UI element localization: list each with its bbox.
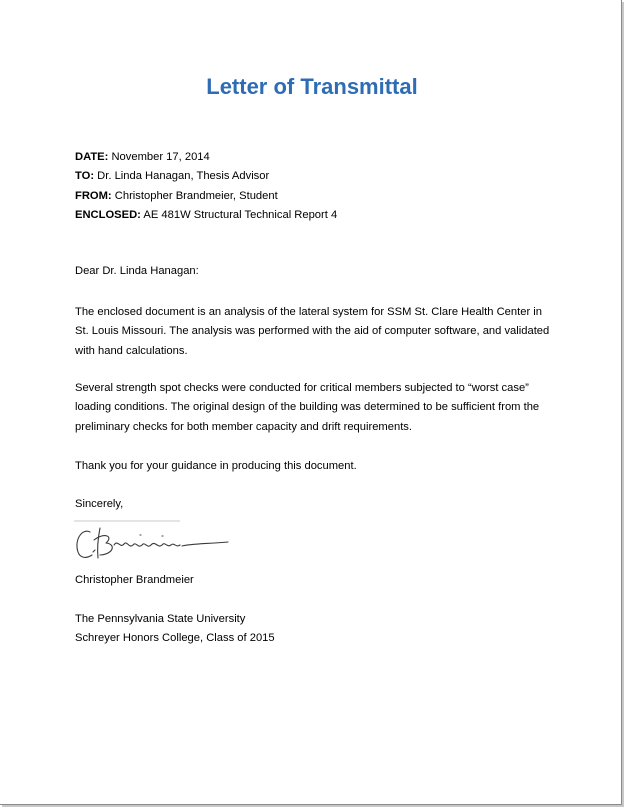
affiliation xyxy=(75,610,555,649)
header-enclosed-value: AE 481W Structural Technical Report 4 xyxy=(143,209,338,222)
signature-image xyxy=(70,518,240,568)
letter-title: Letter of Transmittal xyxy=(206,74,418,99)
paragraph-thanks: Thank you for your guidance in producing this document. xyxy=(75,460,357,472)
header-from-label: FROM: xyxy=(75,189,112,202)
header-from-value: Christopher Brandmeier, Student xyxy=(114,189,278,202)
header-to-label: TO: xyxy=(75,170,95,183)
closing: Sincerely, xyxy=(75,498,124,510)
paragraph-spot-checks: Several strength spot checks were conducted for critical members subjected to “worst case” loading conditions. The original design of the building was determined to be sufficient from the preliminary checks for both member capacity and drift requirements. xyxy=(75,382,540,433)
letter-header xyxy=(75,148,555,226)
salutation: Dear Dr. Linda Hanagan: xyxy=(75,265,199,277)
header-date-value: November 17, 2014 xyxy=(111,151,210,163)
header-from xyxy=(75,187,555,206)
affiliation-university: The Pennsylvania State University xyxy=(75,613,246,625)
header-date-label: DATE: xyxy=(75,151,109,163)
header-enclosed-label: ENCLOSED: xyxy=(75,209,141,222)
paragraph-analysis: The enclosed document is an analysis of the lateral system for SSM St. Clare Health Center in St. Louis Missouri. The analysis was performed with the aid of computer software, and validated with hand calculations. xyxy=(75,306,550,357)
header-to xyxy=(75,167,555,186)
signer-name: Christopher Brandmeier xyxy=(75,574,194,586)
header-to-value: Dr. Linda Hanagan, Thesis Advisor xyxy=(97,170,270,183)
affiliation-college: Schreyer Honors College, Class of 2015 xyxy=(75,632,275,645)
header-date xyxy=(75,148,555,167)
header-enclosed xyxy=(75,206,555,225)
